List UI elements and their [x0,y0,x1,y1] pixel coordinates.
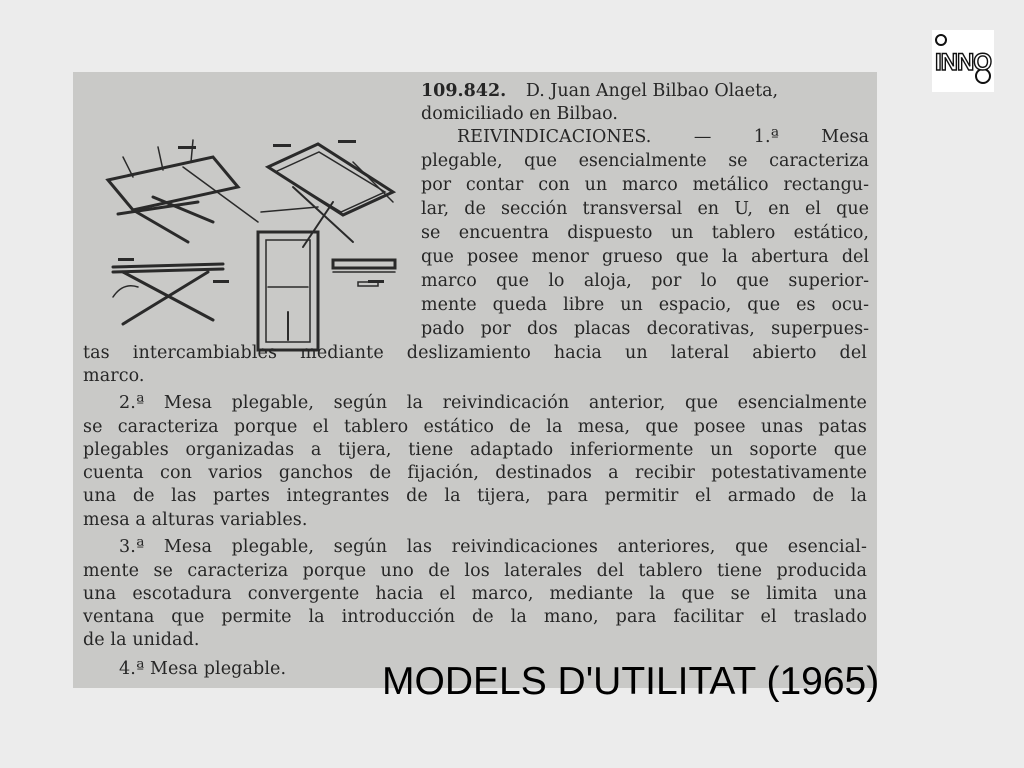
text-line: ventana que permite la introducción de la mano, para facilitar el traslado [83,607,867,627]
claims-heading: REIVINDICACIONES. — 1.ª Mesa [457,127,869,147]
text-line: pado por dos placas decorativas, superpues- [421,319,869,339]
text-line: tas intercambiables mediante deslizamiento hacia un lateral abierto del [83,343,867,363]
text-line: una escotadura convergente hacia el marco, mediante la que se limita una [83,584,867,604]
text-line: marco que lo aloja, por lo que superior- [421,271,869,291]
text-line: por contar con un marco metálico rectangu- [421,175,869,195]
patent-header-line [421,80,869,102]
text-line: 2.ª Mesa plegable, según la reivindicación anterior, que esencialmente [119,393,867,413]
text-line: que posee menor grueso que la abertura del [421,247,869,267]
text-line: plegable, que esencialmente se caracteriza [421,151,869,171]
text-line: marco. [83,366,145,386]
text-line: mente queda libre un espacio, que es ocu- [421,295,869,315]
text-line: 3.ª Mesa plegable, según las reivindicaciones anteriores, que esencial- [119,537,867,557]
slide-title: MODELS D'UTILITAT (1965) [382,660,880,703]
applicant-name: D. Juan Angel Bilbao Olaeta, [525,81,779,101]
folding-table-drawing [93,102,413,362]
text-line: se encuentra dispuesto un tablero estático, [421,223,869,243]
claim-4: 4.ª Mesa plegable. [119,659,287,679]
inno-logo-text: INNO [935,49,991,76]
patent-scan [73,72,877,688]
inno-logo [932,30,994,92]
text-line: de la unidad. [83,630,200,650]
text-line: mesa a alturas variables. [83,510,308,530]
inno-logo-icon [932,30,994,92]
applicant-domicile: domiciliado en Bilbao. [421,104,618,124]
patent-number: 109.842. [421,81,507,101]
text-line: mente se caracteriza porque uno de los laterales del tablero tiene producida [83,561,867,581]
text-line: plegables organizadas a tijera, tiene adaptado inferiormente un soporte que [83,440,867,460]
text-line: lar, de sección transversal en U, en el que [421,199,869,219]
text-line: una de las partes integrantes de la tijera, para permitir el armado de la [83,486,867,506]
text-line: cuenta con varios ganchos de fijación, destinados a recibir potestativamente [83,463,867,483]
text-line: se caracteriza porque el tablero estático de la mesa, que posee unas patas [83,417,867,437]
